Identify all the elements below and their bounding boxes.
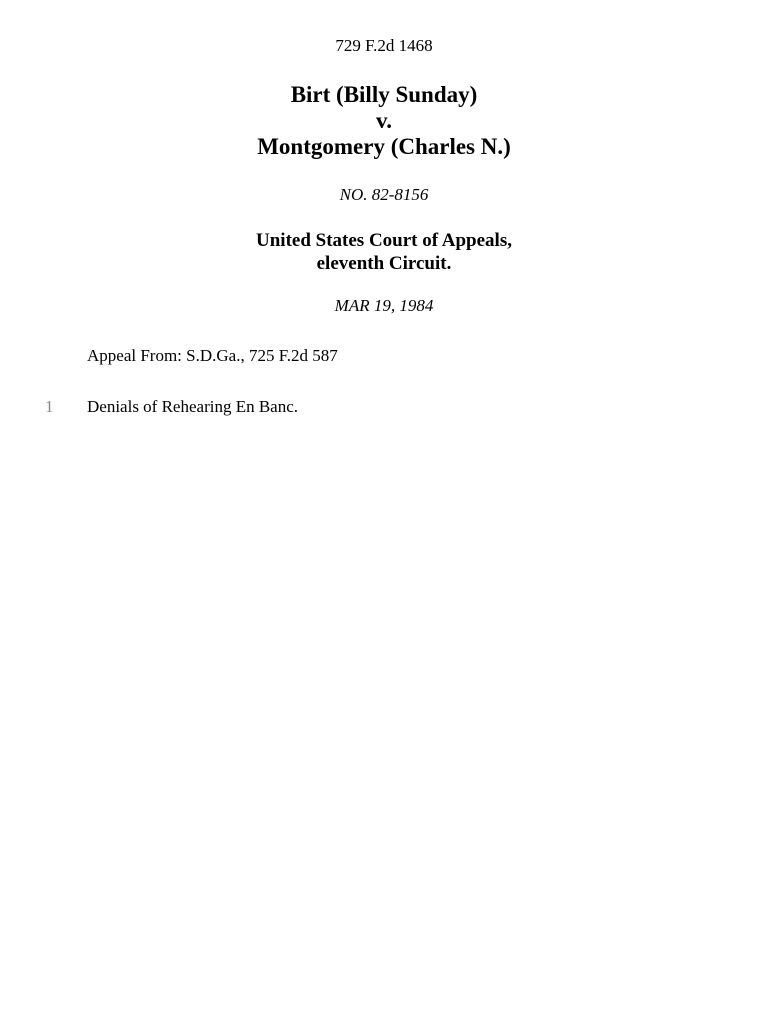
paragraph-number: 1	[45, 397, 54, 416]
case-caption	[0, 82, 768, 160]
case-citation: 729 F.2d 1468	[335, 36, 433, 55]
defendant-name: Montgomery (Charles N.)	[257, 134, 511, 159]
versus-label: v.	[376, 108, 392, 133]
court-name	[0, 229, 768, 275]
court-name-line-2: eleventh Circuit.	[316, 253, 452, 274]
plaintiff-name: Birt (Billy Sunday)	[290, 82, 478, 107]
court-name-line-1: United States Court of Appeals,	[256, 230, 512, 251]
paragraph-text: Denials of Rehearing En Banc.	[87, 397, 299, 416]
docket-number: NO. 82-8156	[339, 185, 429, 204]
appeal-from: Appeal From: S.D.Ga., 725 F.2d 587	[87, 346, 338, 365]
decision-date: MAR 19, 1984	[334, 296, 434, 315]
